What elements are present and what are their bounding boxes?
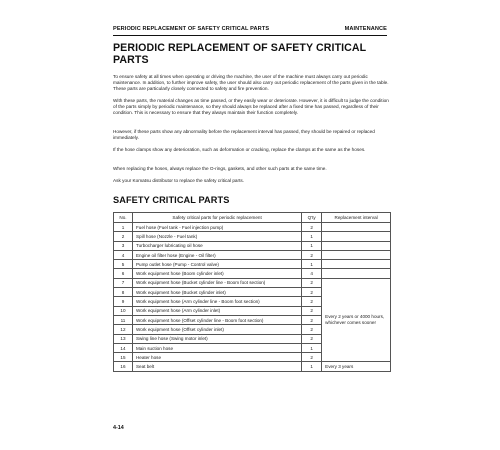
row-part: Swing line hose (Swing motor inlet) — [132, 334, 301, 343]
header-interval: Replacement interval — [322, 213, 391, 223]
row-qty: 2 — [302, 223, 322, 232]
table-row — [114, 232, 391, 241]
interval-every-3-years: Every 3 years — [322, 362, 391, 371]
row-qty: 2 — [302, 315, 322, 324]
paragraph-ask-distributor: Ask your Komatsu distributor to replace the safety critical parts. — [113, 178, 245, 183]
row-no: 11 — [114, 315, 133, 324]
table-row — [114, 278, 391, 287]
paragraph-intro: To ensure safety at all times when operating or driving the machine, the user of the machine must always carry out periodic maintenance. In addition, to further improve safety, the user should also carry out periodic replacement of the parts given in the table. These parts are particularly closely connected to safety and fire prevention. — [113, 74, 389, 92]
header-part: Safety critical parts for periodic replacement — [132, 213, 301, 223]
row-qty: 1 — [302, 232, 322, 241]
row-qty: 1 — [302, 260, 322, 269]
safety-parts-table — [113, 212, 391, 372]
row-no: 12 — [114, 325, 133, 334]
row-part: Engine oil filter hose (Engine - Oil filter) — [132, 250, 301, 259]
row-qty: 1 — [302, 241, 322, 250]
row-part: Fuel hose (Fuel tank - Fuel injection pump) — [132, 223, 301, 232]
row-no: 1 — [114, 223, 133, 232]
row-qty: 4 — [302, 269, 322, 278]
row-interval-empty — [322, 241, 391, 250]
row-part: Turbocharger lubricating oil hose — [132, 241, 301, 250]
header-qty: Q'ty — [302, 213, 322, 223]
row-part: Work equipment hose (Bucket cylinder inlet) — [132, 288, 301, 297]
paragraph-abnormality: However, if these parts show any abnormality before the replacement interval has passed, they should be repaired or replaced immediately. — [113, 129, 375, 141]
running-header — [113, 26, 387, 36]
table-row — [114, 250, 391, 259]
paragraph-material-change: With these parts, the material changes as time passed, or they easily wear or deteriorate. However, it is difficult to judge the condition of the parts simply by periodic maintenance, so they should always be replaced after a fixed time has passed, regardless of their condition. This is necessary to ensure that they always maintain their function completely. — [113, 98, 389, 116]
row-interval-empty — [322, 260, 391, 269]
row-no: 13 — [114, 334, 133, 343]
row-no: 14 — [114, 343, 133, 352]
row-qty: 1 — [302, 362, 322, 371]
header-chapter-title: MAINTENANCE — [344, 26, 387, 32]
interval-every-2-years: Every 2 years or 4000 hours, whichever comes sooner — [322, 278, 391, 362]
header-section-title: PERIODIC REPLACEMENT OF SAFETY CRITICAL PARTS — [113, 26, 270, 32]
row-part: Pump outlet hose (Pump - Control valve) — [132, 260, 301, 269]
row-no: 10 — [114, 306, 133, 315]
row-part: Main suction hose — [132, 343, 301, 352]
row-qty: 2 — [302, 297, 322, 306]
row-part: Work equipment hose (Boom cylinder inlet) — [132, 269, 301, 278]
table-row — [114, 223, 391, 232]
row-no: 9 — [114, 297, 133, 306]
table-row — [114, 260, 391, 269]
row-no: 3 — [114, 241, 133, 250]
row-no: 4 — [114, 250, 133, 259]
row-interval-empty — [322, 269, 391, 278]
row-qty: 2 — [302, 278, 322, 287]
page-number: 4-14 — [113, 425, 124, 431]
row-no: 8 — [114, 288, 133, 297]
row-qty: 2 — [302, 306, 322, 315]
paragraph-hose-clamps: If the hose clamps show any deterioration, such as deformation or cracking, replace the clamps at the same as the hoses. — [113, 147, 366, 152]
row-part: Heater hose — [132, 353, 301, 362]
row-part: Spill hose (Nozzle - Fuel tank) — [132, 232, 301, 241]
row-qty: 2 — [302, 250, 322, 259]
row-no: 6 — [114, 269, 133, 278]
header-no: No. — [114, 213, 133, 223]
row-part: Seat belt — [132, 362, 301, 371]
row-part: Work equipment hose (Offset cylinder inlet) — [132, 325, 301, 334]
table-row — [114, 269, 391, 278]
page-title: PERIODIC REPLACEMENT OF SAFETY CRITICAL PARTS — [113, 42, 367, 66]
row-qty: 2 — [302, 288, 322, 297]
section-title: SAFETY CRITICAL PARTS — [113, 195, 230, 205]
row-part: Work equipment hose (Offset cylinder line - Boom foot section) — [132, 315, 301, 324]
row-interval-empty — [322, 223, 391, 232]
row-part: Work equipment hose (Arm cylinder inlet) — [132, 306, 301, 315]
row-no: 5 — [114, 260, 133, 269]
row-interval-empty — [322, 232, 391, 241]
table-row — [114, 241, 391, 250]
table-header-row — [114, 213, 391, 223]
row-part: Work equipment hose (Arm cylinder line - Boom foot section) — [132, 297, 301, 306]
row-no: 2 — [114, 232, 133, 241]
row-qty: 2 — [302, 334, 322, 343]
row-no: 15 — [114, 353, 133, 362]
row-qty: 1 — [302, 343, 322, 352]
row-part: Work equipment hose (Bucket cylinder line - Boom foot section) — [132, 278, 301, 287]
row-interval-empty — [322, 250, 391, 259]
row-no: 7 — [114, 278, 133, 287]
row-qty: 2 — [302, 325, 322, 334]
row-no: 16 — [114, 362, 133, 371]
table-row — [114, 362, 391, 371]
row-qty: 2 — [302, 353, 322, 362]
paragraph-replacing-hoses: When replacing the hoses, always replace the O-rings, gaskets, and other such parts at the same time. — [113, 166, 327, 171]
